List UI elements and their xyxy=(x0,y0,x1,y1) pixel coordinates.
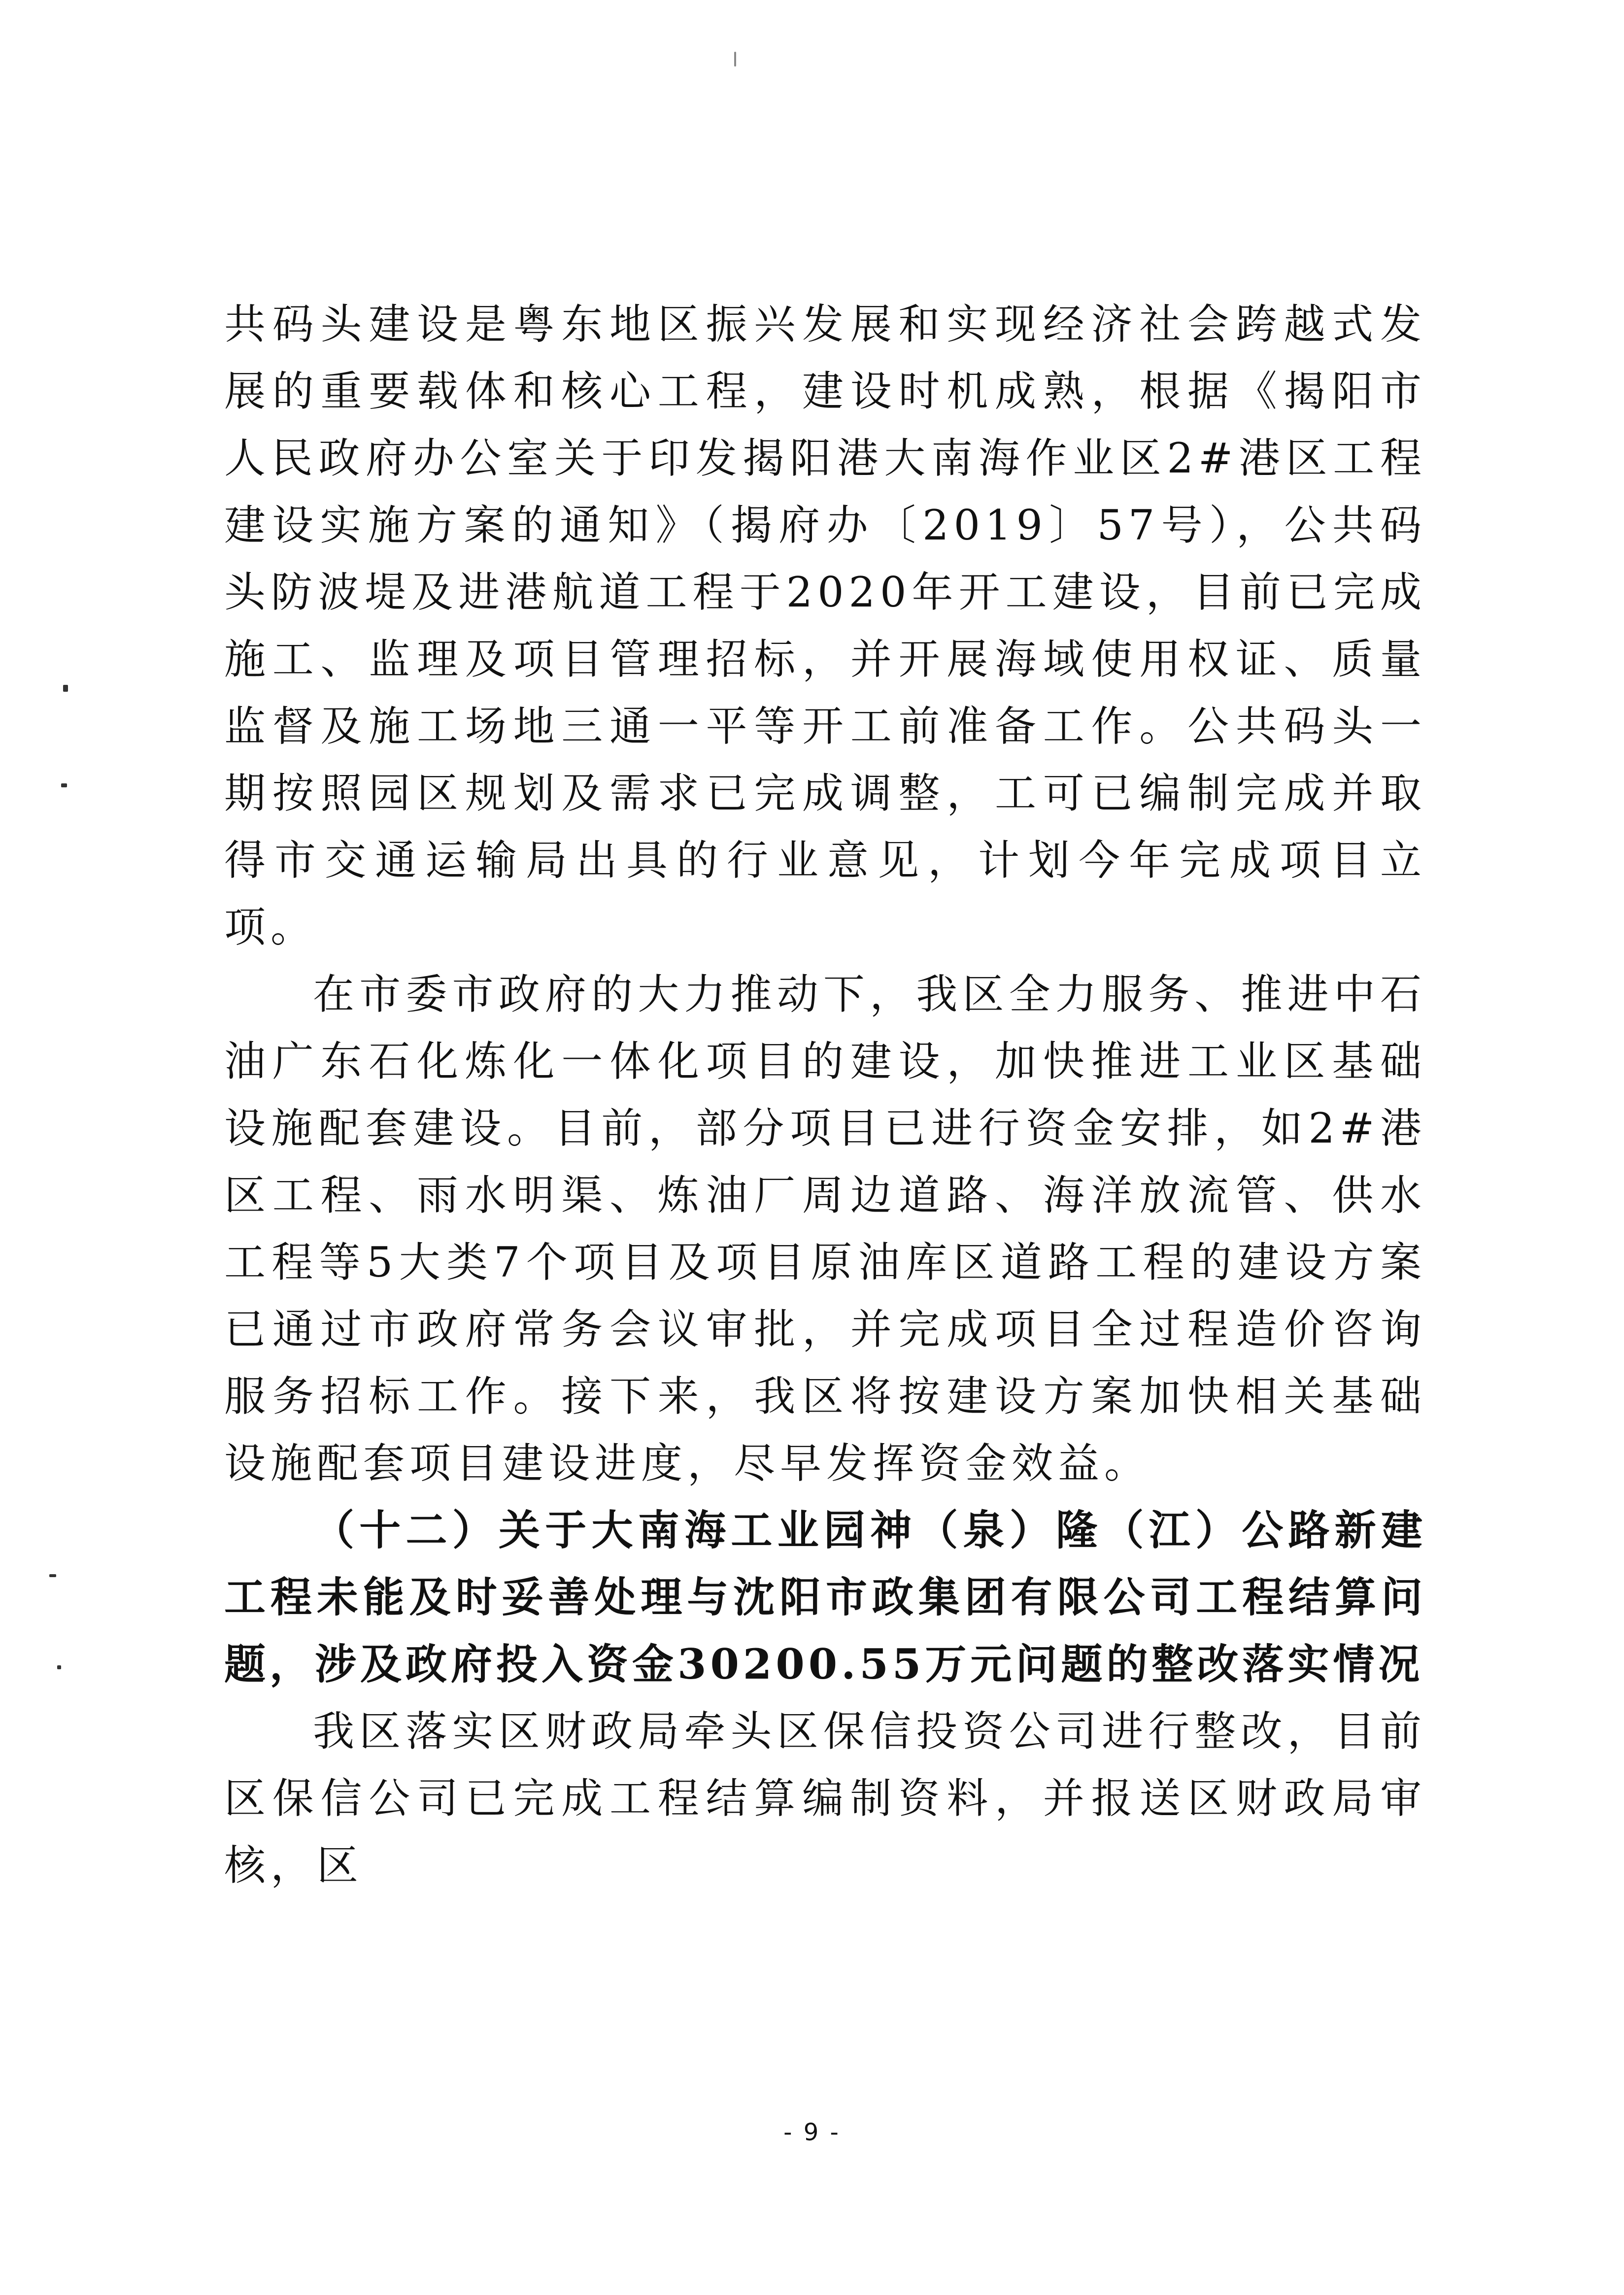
paragraph-continuation: 共码头建设是粤东地区振兴发展和实现经济社会跨越式发展的重要载体和核心工程，建设时机成熟，根据《揭阳市人民政府办公室关于印发揭阳港大南海作业区2#港区工程建设实施方案的通知》（揭府办〔2019〕57号），公共码头防波堤及进港航道工程于2020年开工建设，目前已完成施工、监理及项目管理招标，并开展海域使用权证、质量监督及施工场地三通一平等开工前准备工作。公共码头一期按照园区规划及需求已完成调整，工可已编制完成并取得市交通运输局出具的行业意见，计划今年完成项目立项。 xyxy=(224,300,1426,951)
page-number: - 9 - xyxy=(783,2119,841,2146)
document-body xyxy=(224,291,1426,1899)
paragraph-rectification: 我区落实区财政局牵头区保信投资公司进行整改，目前区保信公司已完成工程结算编制资料，并报送区财政局审核，区 xyxy=(224,1707,1426,1890)
section-heading-12: （十二）关于大南海工业园神（泉）隆（江）公路新建工程未能及时妥善处理与沈阳市政集团有限公司工程结算问题，涉及政府投入资金30200.55万元问题的整改落实情况 xyxy=(224,1506,1426,1688)
scan-speck xyxy=(57,1665,61,1669)
scan-speck xyxy=(734,52,736,67)
scan-speck xyxy=(49,1574,56,1577)
scan-speck xyxy=(61,783,67,787)
paragraph-infrastructure: 在市委市政府的大力推动下，我区全力服务、推进中石油广东石化炼化一体化项目的建设，加快推进工业区基础设施配套建设。目前，部分项目已进行资金安排，如2#港区工程、雨水明渠、炼油厂周边道路、海洋放流管、供水工程等5大类7个项目及项目原油库区道路工程的建设方案已通过市政府常务会议审批，并完成项目全过程造价咨询服务招标工作。接下来，我区将按建设方案加快相关基础设施配套项目建设进度，尽早发挥资金效益。 xyxy=(224,970,1426,1487)
scan-speck xyxy=(63,685,68,692)
